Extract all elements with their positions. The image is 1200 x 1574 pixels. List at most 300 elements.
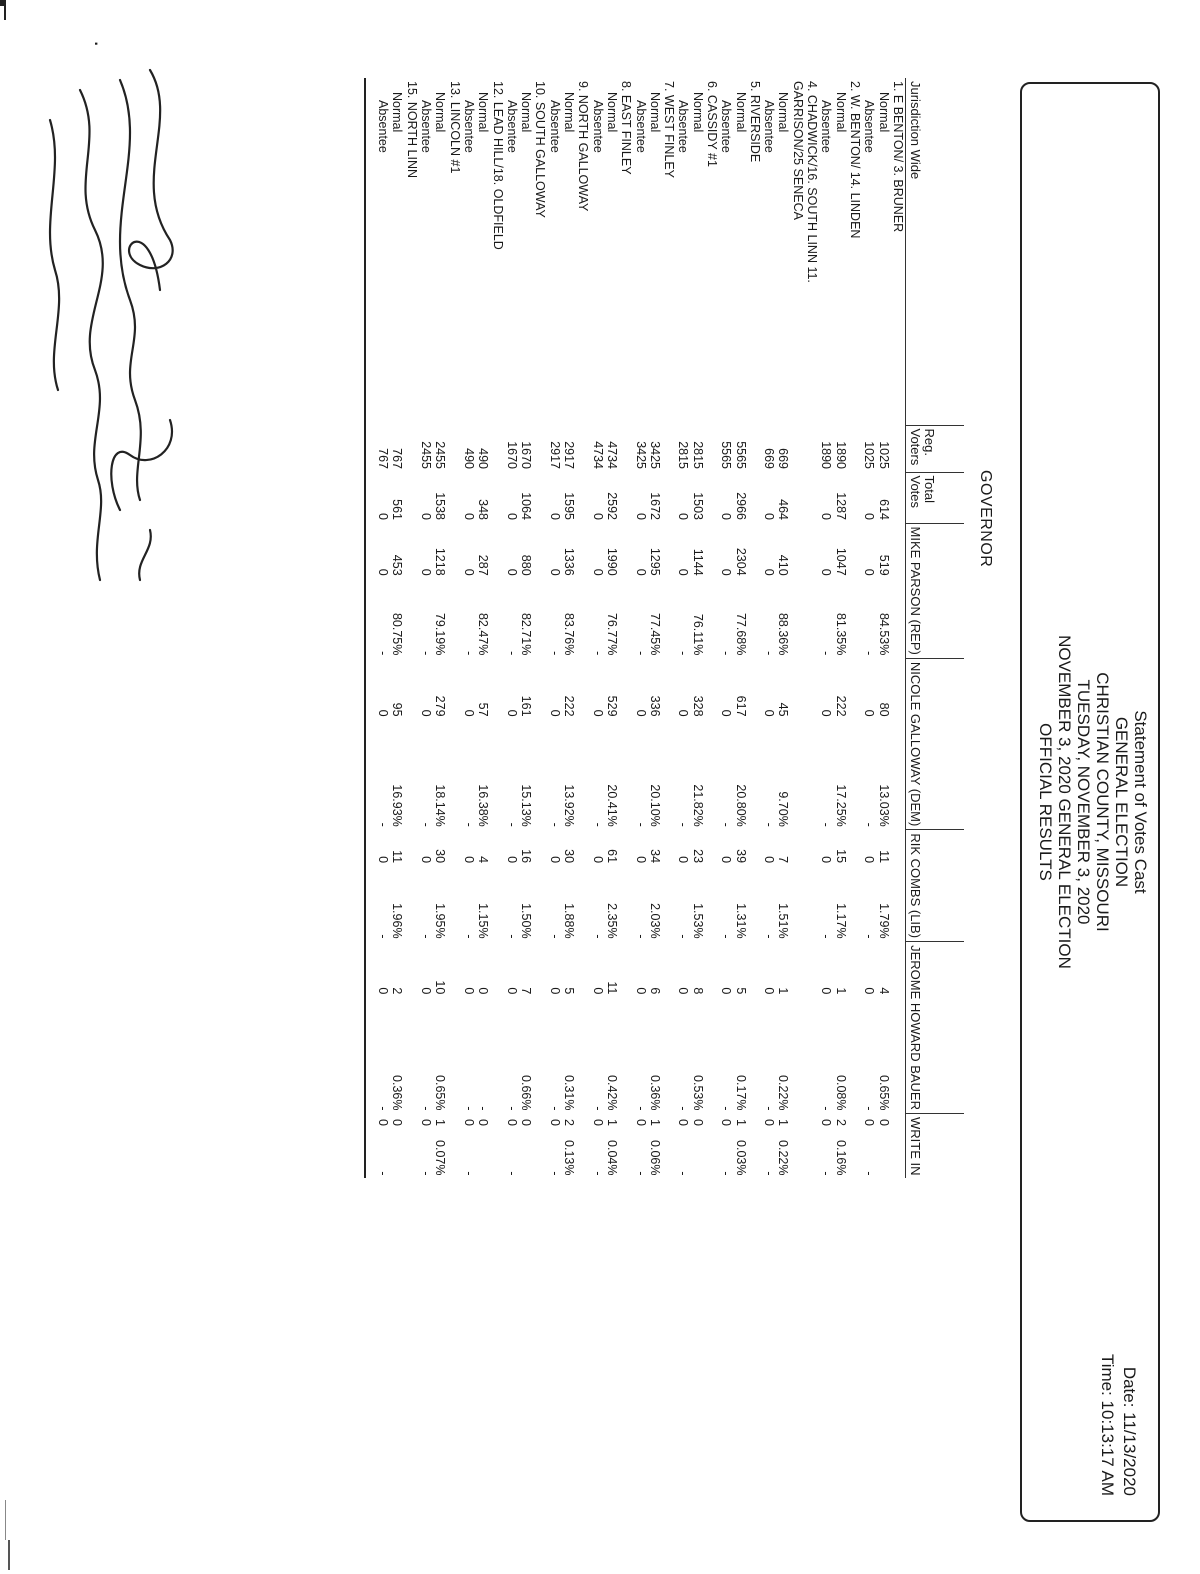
empty-cell bbox=[705, 472, 719, 523]
empty-cell bbox=[448, 942, 462, 998]
vote-count-cell: 0 bbox=[390, 1119, 405, 1126]
vote-count-cell: 453 bbox=[390, 554, 405, 576]
vote-percent-cell: - bbox=[461, 934, 476, 939]
rule-cell bbox=[365, 579, 376, 659]
empty-cell bbox=[619, 425, 633, 472]
empty-cell bbox=[405, 942, 419, 998]
total-votes-cell: 2966 bbox=[733, 492, 748, 520]
empty-cell bbox=[848, 942, 862, 998]
vote-count-cell: 1 bbox=[647, 1119, 662, 1126]
vote-count-cell: 0 bbox=[476, 987, 491, 995]
jurisdiction-cell: 13. LINCOLN #1 bbox=[447, 81, 462, 174]
vote-count-cell: 1 bbox=[604, 1119, 619, 1126]
empty-cell bbox=[705, 997, 719, 1113]
jurisdiction-cell: Normal bbox=[876, 92, 891, 133]
empty-cell bbox=[448, 579, 462, 659]
table-row bbox=[605, 78, 619, 1178]
header-candidate-galloway: NICOLE GALLOWAY (DEM) bbox=[906, 658, 965, 829]
empty-cell bbox=[891, 866, 906, 942]
vote-count-cell: 0 bbox=[547, 856, 562, 864]
vote-count-cell: 2 bbox=[562, 1119, 577, 1126]
empty-cell bbox=[848, 658, 862, 719]
table-row bbox=[505, 78, 519, 1178]
jurisdiction-cell: Absentee bbox=[376, 100, 391, 153]
vote-count-cell: 0 bbox=[590, 987, 605, 995]
total-votes-cell: 2592 bbox=[604, 492, 619, 520]
reg-voters-cell: 4734 bbox=[604, 441, 619, 469]
vote-percent-cell: 88.36% bbox=[776, 612, 791, 656]
empty-cell bbox=[490, 720, 504, 830]
vote-percent-cell: 0.22% bbox=[776, 1140, 791, 1176]
empty-cell bbox=[405, 425, 419, 472]
empty-cell bbox=[748, 830, 762, 866]
total-votes-cell: 561 bbox=[390, 499, 405, 520]
empty-cell bbox=[490, 579, 504, 659]
vote-percent-cell: 0.06% bbox=[647, 1140, 662, 1176]
vote-count-cell: 161 bbox=[519, 695, 534, 717]
vote-count-cell: 1 bbox=[433, 1119, 448, 1126]
vote-count-cell: 0 bbox=[419, 709, 434, 717]
vote-count-cell: 0 bbox=[819, 987, 834, 995]
table-row bbox=[562, 78, 576, 1178]
table-row bbox=[776, 78, 790, 1178]
empty-cell bbox=[891, 472, 906, 523]
empty-cell bbox=[619, 866, 633, 942]
empty-cell bbox=[791, 720, 805, 830]
total-votes-cell: 614 bbox=[876, 499, 891, 520]
empty-cell bbox=[448, 472, 462, 523]
empty-cell bbox=[619, 523, 633, 579]
jurisdiction-cell: 8. EAST FINLEY bbox=[619, 81, 634, 175]
vote-percent-cell: - bbox=[676, 822, 691, 827]
total-votes-cell: 0 bbox=[719, 513, 734, 520]
empty-cell bbox=[805, 1113, 819, 1128]
vote-count-cell: 45 bbox=[776, 702, 791, 717]
empty-cell bbox=[805, 472, 819, 523]
vote-count-cell: 1 bbox=[776, 987, 791, 995]
empty-cell bbox=[490, 523, 504, 579]
vote-count-cell: 95 bbox=[390, 702, 405, 717]
empty-cell bbox=[891, 997, 906, 1113]
empty-cell bbox=[848, 997, 862, 1113]
empty-cell bbox=[576, 658, 590, 719]
vote-count-cell: 15 bbox=[833, 849, 848, 864]
scan-edge-mark bbox=[4, 0, 6, 20]
empty-cell bbox=[576, 720, 590, 830]
jurisdiction-cell: 2. W. BENTON/ 14. LINDEN bbox=[847, 81, 862, 239]
vote-percent-cell: 1.96% bbox=[390, 903, 405, 939]
header-reg-voters: Reg. Voters bbox=[906, 425, 965, 472]
vote-count-cell: 328 bbox=[690, 695, 705, 717]
empty-cell bbox=[791, 1129, 805, 1179]
reg-voters-cell: 1025 bbox=[876, 441, 891, 469]
vote-count-cell: 0 bbox=[719, 987, 734, 995]
empty-cell bbox=[662, 997, 676, 1113]
vote-percent-cell: - bbox=[862, 1171, 877, 1176]
vote-count-cell: 0 bbox=[504, 709, 519, 717]
table-row bbox=[476, 78, 490, 1178]
empty-cell bbox=[705, 830, 719, 866]
vote-count-cell: 1 bbox=[733, 1119, 748, 1126]
empty-cell bbox=[805, 942, 819, 998]
table-row bbox=[676, 78, 690, 1178]
vote-count-cell: 16 bbox=[519, 849, 534, 864]
reg-voters-cell: 2815 bbox=[676, 441, 691, 469]
empty-cell bbox=[490, 472, 504, 523]
vote-count-cell: 5 bbox=[562, 987, 577, 995]
vote-count-cell: 0 bbox=[762, 709, 777, 717]
total-votes-cell: 0 bbox=[419, 513, 434, 520]
report-date: Date: 11/13/2020 bbox=[1120, 1366, 1139, 1496]
vote-count-cell: 0 bbox=[676, 1119, 691, 1126]
table-row bbox=[448, 78, 462, 1178]
vote-percent-cell: - bbox=[819, 822, 834, 827]
vote-percent-cell: - bbox=[419, 1171, 434, 1176]
vote-percent-cell: - bbox=[633, 934, 648, 939]
vote-percent-cell: - bbox=[590, 934, 605, 939]
header-candidate-combs: RIK COMBS (LIB) bbox=[906, 830, 965, 942]
vote-percent-cell: 0.36% bbox=[647, 1075, 662, 1111]
vote-count-cell: 8 bbox=[690, 987, 705, 995]
table-row bbox=[548, 78, 562, 1178]
vote-count-cell: 0 bbox=[819, 709, 834, 717]
vote-percent-cell: - bbox=[376, 934, 391, 939]
vote-percent-cell: - bbox=[419, 1106, 434, 1111]
empty-cell bbox=[490, 830, 504, 866]
vote-count-cell: 1990 bbox=[604, 547, 619, 576]
total-votes-cell: 0 bbox=[590, 513, 605, 520]
empty-cell bbox=[805, 997, 819, 1113]
total-votes-cell: 0 bbox=[676, 513, 691, 520]
empty-cell bbox=[705, 523, 719, 579]
empty-cell bbox=[791, 830, 805, 866]
reg-voters-cell: 767 bbox=[390, 448, 405, 469]
scan-mark: · bbox=[85, 40, 110, 48]
header-write-in: WRITE IN bbox=[906, 1113, 965, 1178]
empty-cell bbox=[662, 523, 676, 579]
empty-cell bbox=[805, 866, 819, 942]
empty-cell bbox=[748, 720, 762, 830]
vote-percent-cell: - bbox=[719, 1171, 734, 1176]
empty-cell bbox=[533, 1129, 547, 1179]
table-row bbox=[376, 78, 390, 1178]
table-row bbox=[648, 78, 662, 1178]
report-header bbox=[1020, 82, 1160, 1522]
vote-percent-cell: - bbox=[461, 822, 476, 827]
empty-cell bbox=[533, 472, 547, 523]
report-title: Statement of Votes Cast bbox=[1131, 710, 1150, 894]
table-bottom-rule bbox=[365, 78, 376, 1178]
vote-percent-cell: - bbox=[419, 651, 434, 656]
vote-percent-cell: - bbox=[504, 822, 519, 827]
vote-count-cell: 0 bbox=[862, 709, 877, 717]
empty-cell bbox=[405, 472, 419, 523]
vote-percent-cell: - bbox=[419, 934, 434, 939]
empty-cell bbox=[533, 997, 547, 1113]
empty-cell bbox=[791, 425, 805, 472]
vote-percent-cell: 17.25% bbox=[833, 784, 848, 827]
vote-count-cell: 30 bbox=[562, 849, 577, 864]
rule-cell bbox=[365, 866, 376, 942]
jurisdiction-cell: Absentee bbox=[461, 100, 476, 153]
empty-cell bbox=[448, 720, 462, 830]
vote-count-cell: 0 bbox=[476, 1119, 491, 1126]
vote-percent-cell: - bbox=[676, 1106, 691, 1111]
empty-cell bbox=[405, 997, 419, 1113]
vote-percent-cell: - bbox=[719, 934, 734, 939]
vote-percent-cell: - bbox=[419, 822, 434, 827]
empty-cell bbox=[748, 472, 762, 523]
vote-count-cell: 617 bbox=[733, 695, 748, 717]
vote-percent-cell: 0.17% bbox=[733, 1075, 748, 1111]
total-votes-cell: 0 bbox=[819, 513, 834, 520]
vote-count-cell: 0 bbox=[719, 856, 734, 864]
reg-voters-cell: 3425 bbox=[633, 441, 648, 469]
jurisdiction-cell: Normal bbox=[390, 92, 405, 133]
table-row bbox=[848, 78, 862, 1178]
vote-percent-cell: - bbox=[590, 822, 605, 827]
vote-count-cell: 0 bbox=[676, 856, 691, 864]
vote-count-cell: 0 bbox=[590, 709, 605, 717]
vote-percent-cell: - bbox=[547, 934, 562, 939]
vote-percent-cell: - bbox=[762, 1171, 777, 1176]
total-votes-cell: 1503 bbox=[690, 492, 705, 520]
empty-cell bbox=[891, 720, 906, 830]
table-row bbox=[390, 78, 404, 1178]
empty-cell bbox=[405, 866, 419, 942]
vote-count-cell: 0 bbox=[690, 1119, 705, 1126]
vote-percent-cell bbox=[691, 1129, 705, 1179]
empty-cell bbox=[619, 1113, 633, 1128]
jurisdiction-cell: Normal bbox=[433, 92, 448, 133]
header-candidate-parson: MIKE PARSON (REP) bbox=[906, 523, 965, 658]
jurisdiction-cell: Normal bbox=[776, 92, 791, 133]
total-votes-cell: 0 bbox=[547, 513, 562, 520]
vote-count-cell: 0 bbox=[504, 1119, 519, 1126]
empty-cell bbox=[705, 579, 719, 659]
vote-count-cell: 0 bbox=[461, 1119, 476, 1126]
vote-count-cell: 0 bbox=[419, 987, 434, 995]
vote-count-cell: 336 bbox=[647, 695, 662, 717]
vote-percent-cell: 0.66% bbox=[519, 1075, 534, 1111]
vote-percent-cell: 76.77% bbox=[604, 612, 619, 656]
vote-percent-cell: - bbox=[819, 1171, 834, 1176]
empty-cell bbox=[805, 720, 819, 830]
report-title-lines bbox=[1036, 84, 1150, 1520]
empty-cell bbox=[748, 658, 762, 719]
vote-percent-cell: - bbox=[461, 651, 476, 656]
vote-percent-cell: 18.14% bbox=[433, 784, 448, 827]
jurisdiction-cell: 15. NORTH LINN bbox=[404, 81, 419, 179]
vote-count-cell: 1336 bbox=[562, 547, 577, 576]
vote-percent-cell bbox=[519, 1129, 533, 1179]
vote-percent-cell: - bbox=[762, 822, 777, 827]
rule-cell bbox=[365, 720, 376, 830]
vote-percent-cell: - bbox=[719, 651, 734, 656]
empty-cell bbox=[662, 425, 676, 472]
handwritten-signature bbox=[10, 60, 190, 620]
reg-voters-cell: 4734 bbox=[590, 441, 605, 469]
vote-count-cell: 0 bbox=[504, 568, 519, 576]
empty-cell bbox=[576, 523, 590, 579]
jurisdiction-cell: 6. CASSIDY #1 bbox=[705, 81, 719, 167]
vote-count-cell: 0 bbox=[719, 568, 734, 576]
vote-percent-cell: - bbox=[862, 822, 877, 827]
jurisdiction-cell: Absentee bbox=[862, 100, 877, 153]
reg-voters-cell: 490 bbox=[476, 448, 491, 469]
vote-percent-cell: 20.41% bbox=[604, 784, 619, 827]
empty-cell bbox=[891, 658, 906, 719]
empty-cell bbox=[576, 472, 590, 523]
empty-cell bbox=[405, 720, 419, 830]
vote-count-cell: 0 bbox=[461, 856, 476, 864]
reg-voters-cell: 490 bbox=[461, 448, 476, 469]
vote-percent-cell: - bbox=[504, 1171, 519, 1176]
empty-cell bbox=[619, 942, 633, 998]
empty-cell bbox=[848, 1129, 862, 1179]
vote-count-cell: 0 bbox=[461, 568, 476, 576]
empty-cell bbox=[533, 425, 547, 472]
table-row bbox=[662, 78, 676, 1178]
vote-count-cell: 11 bbox=[390, 850, 405, 864]
empty-cell bbox=[619, 658, 633, 719]
vote-percent-cell: - bbox=[376, 822, 391, 827]
reg-voters-cell: 1890 bbox=[833, 441, 848, 469]
table-row bbox=[748, 78, 762, 1178]
vote-count-cell: 287 bbox=[476, 554, 491, 576]
jurisdiction-cell: 1. E BENTON/ 3. BRUNER bbox=[890, 81, 905, 233]
reg-voters-cell: 669 bbox=[762, 448, 777, 469]
vote-percent-cell: - bbox=[676, 934, 691, 939]
vote-count-cell: 0 bbox=[419, 856, 434, 864]
vote-percent-cell: - bbox=[819, 651, 834, 656]
vote-percent-cell: 0.53% bbox=[690, 1075, 705, 1111]
vote-count-cell: 0 bbox=[676, 568, 691, 576]
empty-cell bbox=[891, 579, 906, 659]
vote-count-cell: 0 bbox=[819, 568, 834, 576]
empty-cell bbox=[576, 866, 590, 942]
empty-cell bbox=[848, 523, 862, 579]
empty-cell bbox=[576, 579, 590, 659]
table-row bbox=[705, 78, 719, 1178]
vote-percent-cell: 1.53% bbox=[690, 903, 705, 939]
empty-cell bbox=[490, 425, 504, 472]
vote-percent-cell: 0.03% bbox=[733, 1140, 748, 1176]
total-votes-cell: 1538 bbox=[433, 492, 448, 520]
table-row bbox=[691, 78, 705, 1178]
vote-percent-cell: 1.51% bbox=[776, 903, 791, 939]
vote-percent-cell: 0.31% bbox=[562, 1075, 577, 1111]
empty-cell bbox=[533, 720, 547, 830]
vote-percent-cell: 0.22% bbox=[776, 1075, 791, 1111]
empty-cell bbox=[576, 830, 590, 866]
empty-cell bbox=[805, 1129, 819, 1179]
scan-edge-tick-2 bbox=[5, 1500, 6, 1540]
empty-cell bbox=[662, 1129, 676, 1179]
county-name: CHRISTIAN COUNTY, MISSOURI bbox=[1093, 672, 1112, 932]
vote-percent-cell: 0.13% bbox=[562, 1140, 577, 1176]
table-row bbox=[619, 78, 633, 1178]
empty-cell bbox=[619, 1129, 633, 1179]
vote-percent-cell bbox=[476, 1129, 490, 1179]
vote-count-cell: 1047 bbox=[833, 547, 848, 576]
reg-voters-cell: 5565 bbox=[733, 441, 748, 469]
vote-count-cell: 6 bbox=[647, 987, 662, 995]
empty-cell bbox=[791, 658, 805, 719]
jurisdiction-cell: Absentee bbox=[676, 100, 691, 153]
jurisdiction-cell: Normal bbox=[690, 92, 705, 133]
vote-percent-cell: - bbox=[633, 651, 648, 656]
vote-percent-cell: - bbox=[862, 1106, 877, 1111]
empty-cell bbox=[791, 866, 805, 942]
empty-cell bbox=[662, 1113, 676, 1128]
jurisdiction-cell: Absentee bbox=[590, 100, 605, 153]
jurisdiction-cell: Normal bbox=[733, 92, 748, 133]
table-row bbox=[405, 78, 419, 1178]
table-row bbox=[590, 78, 604, 1178]
empty-cell bbox=[848, 425, 862, 472]
vote-percent-cell: - bbox=[862, 934, 877, 939]
vote-percent-cell: 82.71% bbox=[519, 612, 534, 656]
empty-cell bbox=[533, 579, 547, 659]
reg-voters-cell: 1025 bbox=[862, 441, 877, 469]
vote-percent-cell: 83.76% bbox=[562, 612, 577, 656]
empty-cell bbox=[805, 523, 819, 579]
vote-count-cell: 4 bbox=[476, 856, 491, 864]
vote-percent-cell: 79.19% bbox=[433, 612, 448, 656]
empty-cell bbox=[748, 866, 762, 942]
vote-percent-cell: - bbox=[504, 934, 519, 939]
total-votes-cell: 0 bbox=[461, 513, 476, 520]
empty-cell bbox=[748, 1113, 762, 1128]
vote-percent-cell: - bbox=[762, 934, 777, 939]
vote-percent-cell: 16.93% bbox=[390, 784, 405, 827]
empty-cell bbox=[533, 523, 547, 579]
vote-count-cell: 0 bbox=[376, 709, 391, 717]
reg-voters-cell: 1670 bbox=[504, 441, 519, 469]
empty-cell bbox=[891, 523, 906, 579]
table-row bbox=[791, 78, 805, 1178]
reg-voters-cell: 2917 bbox=[562, 441, 577, 469]
vote-percent-cell: - bbox=[819, 934, 834, 939]
empty-cell bbox=[848, 830, 862, 866]
table-row bbox=[834, 78, 848, 1178]
vote-percent-cell: 80.75% bbox=[390, 612, 405, 656]
vote-count-cell: 0 bbox=[461, 709, 476, 717]
empty-cell bbox=[805, 830, 819, 866]
empty-cell bbox=[533, 658, 547, 719]
vote-percent-cell: - bbox=[547, 822, 562, 827]
empty-cell bbox=[848, 579, 862, 659]
contest-title: GOVERNOR bbox=[977, 470, 994, 568]
rule-cell bbox=[365, 472, 376, 523]
empty-cell bbox=[705, 1129, 719, 1179]
reg-voters-cell: 767 bbox=[376, 448, 391, 469]
vote-percent-cell: - bbox=[590, 651, 605, 656]
vote-percent-cell: - bbox=[762, 1106, 777, 1111]
scan-edge-tick bbox=[8, 1540, 10, 1570]
reg-voters-cell: 669 bbox=[776, 448, 791, 469]
vote-count-cell: 10 bbox=[433, 980, 448, 995]
vote-count-cell: 39 bbox=[733, 849, 748, 864]
vote-count-cell: 222 bbox=[562, 695, 577, 717]
empty-cell bbox=[405, 830, 419, 866]
vote-percent-cell: 0.16% bbox=[833, 1140, 848, 1176]
vote-count-cell: 0 bbox=[633, 987, 648, 995]
vote-count-cell: 23 bbox=[690, 849, 705, 864]
empty-cell bbox=[619, 472, 633, 523]
empty-cell bbox=[576, 425, 590, 472]
